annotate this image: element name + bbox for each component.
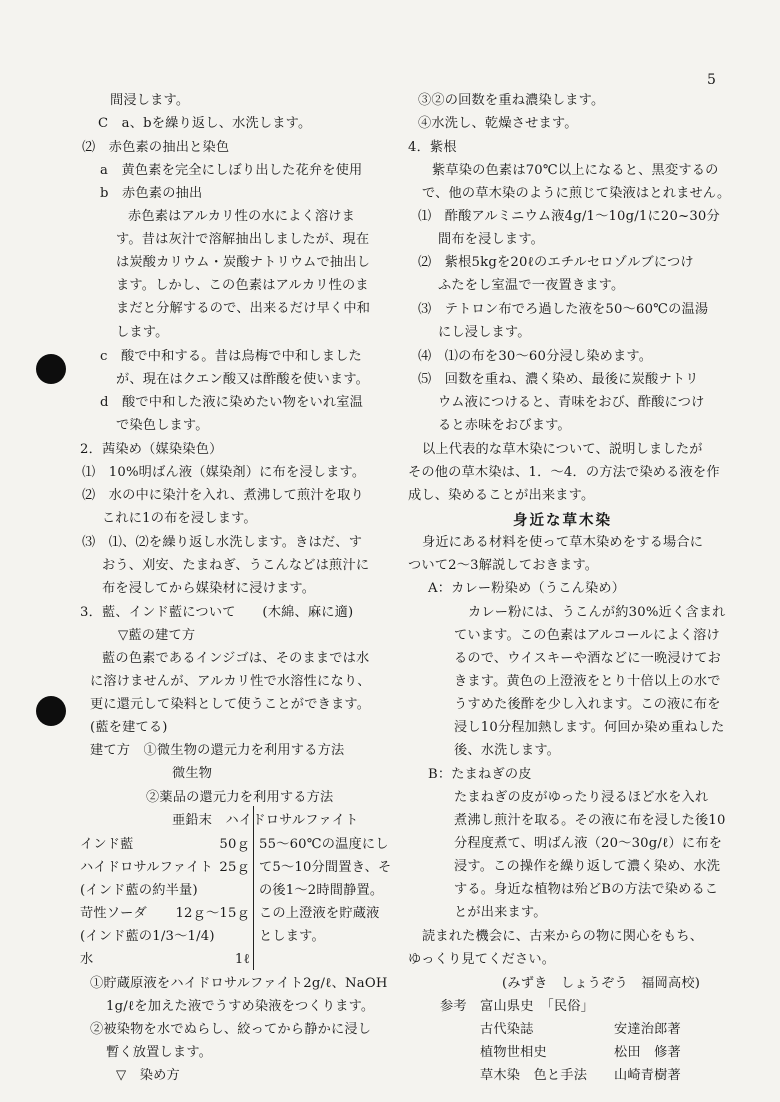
text-line: (みずき しょうぞう 福岡高校) <box>502 976 701 991</box>
text-line: 煮沸し煎汁を取る。その液に布を浸した後10 <box>454 813 726 828</box>
text-line: 間浸します。 <box>110 93 190 108</box>
binder-hole-top <box>36 354 66 384</box>
recipe-ingredient: (インド藍の1/3～1/4) <box>80 929 215 944</box>
text-line: 山崎青樹著 <box>614 1068 681 1083</box>
recipe-note: の後1～2時間静置。 <box>259 883 384 898</box>
text-line: は炭酸カリウム・炭酸ナトリウムで抽出し <box>116 255 371 270</box>
text-line: ⑷ ⑴の布を30～60分浸し染めます。 <box>418 349 653 364</box>
text-line: ウム液につけると、青味をおび、酢酸につけ <box>438 395 705 410</box>
recipe-ingredient: インド藍 <box>80 837 134 852</box>
text-line: 分程度煮て、明ばん液（20～30g/ℓ）に布を <box>454 836 723 851</box>
text-line: に溶けませんが、アルカリ性で水溶性になり、 <box>90 674 371 689</box>
text-line: ⑶ テトロン布でろ過した液を50～60℃の温湯 <box>418 302 709 317</box>
text-line: 微生物 <box>172 766 213 781</box>
recipe-divider <box>253 806 254 970</box>
text-line: おう、刈安、たまねぎ、うこんなどは煎汁に <box>102 558 370 573</box>
text-line: (藍を建てる) <box>90 720 168 735</box>
text-line: 更に還元して染料として使うことができます。 <box>90 697 371 712</box>
text-line: で染色します。 <box>116 418 209 433</box>
text-line: ⑵ 紫根5kgを20ℓのエチルセロゾルブにつけ <box>418 255 694 270</box>
text-line: 植物世相史 <box>480 1045 547 1060</box>
text-line: これに1の布を浸します。 <box>102 511 257 526</box>
text-line: 紫草染の色素は70℃以上になると、黒変するの <box>432 163 719 178</box>
text-line: 古代染誌 <box>480 1022 534 1037</box>
text-line: 以上代表的な草木染について、説明しましたが <box>422 442 703 457</box>
text-line: 草木染 色と手法 <box>480 1068 588 1083</box>
text-line: 亜鉛末 ハイドロサルファイト <box>172 813 359 828</box>
text-line: 読まれた機会に、古来からの物に関心をもち、 <box>422 929 704 944</box>
text-line: 建て方 ①微生物の還元力を利用する方法 <box>90 743 345 758</box>
recipe-note: この上澄液を貯蔵液 <box>259 906 380 921</box>
recipe-amount: 25ｇ <box>219 860 250 875</box>
text-line: c 酸で中和する。昔は烏梅で中和しました <box>100 349 362 364</box>
text-line: で、他の草木染のように煎じて染液はとれません。 <box>422 186 731 201</box>
text-line: にし浸します。 <box>438 325 531 340</box>
text-line: 間布を浸します。 <box>438 232 545 247</box>
text-line: ゆっくり見てください。 <box>408 952 556 967</box>
text-line: ています。この色素はアルコールによく溶け <box>454 628 720 643</box>
text-line: 浸し10分程加熱します。何回か染め重ねした <box>454 720 725 735</box>
text-line: その他の草木染は、1．～4．の方法で染める液を作 <box>408 465 720 480</box>
text-line: ふたをし室温で一夜置きます。 <box>438 278 625 293</box>
text-line: とが出来ます。 <box>454 905 547 920</box>
recipe-ingredient: 水 <box>80 952 94 967</box>
text-line: ⑴ 酢酸アルミニウム液4g/1～10g/1に20~30分 <box>418 209 720 224</box>
text-line: ると赤味をおびます。 <box>438 418 571 433</box>
recipe-ingredient: 苛性ソーダ <box>80 906 147 921</box>
text-line: 4．紫根 <box>408 140 457 155</box>
text-line: ▽ 染め方 <box>116 1068 180 1083</box>
text-line: 赤色素はアルカリ性の水によく溶けま <box>128 209 356 224</box>
text-line: 浸す。この操作を繰り返して濃く染め、水洗 <box>454 859 721 874</box>
recipe-ingredient: (インド藍の約半量) <box>80 883 198 898</box>
text-line: ③②の回数を重ね濃染します。 <box>418 93 605 108</box>
text-line: A：カレー粉染め（うこん染め） <box>428 581 626 596</box>
text-line: が、現在はクエン酸又は酢酸を使います。 <box>116 372 370 387</box>
text-line: C a、bを繰り返し、水洗します。 <box>98 116 312 131</box>
recipe-amount: 12ｇ～15ｇ <box>175 906 250 921</box>
recipe-note: とします。 <box>259 929 325 944</box>
text-line: ついて2～3解説しておきます。 <box>408 558 599 573</box>
text-line: ⑴ 10%明ばん液（媒染剤）に布を浸します。 <box>82 465 366 480</box>
text-line: ②被染物を水でぬらし、絞ってから静かに浸し <box>90 1022 372 1037</box>
text-line: ④水洗し、乾燥させます。 <box>418 116 578 131</box>
recipe-note: て5～10分間置き、そ <box>259 860 392 875</box>
text-line: 3．藍、インド藍について (木綿、麻に適) <box>80 605 354 620</box>
recipe-amount: 50ｇ <box>219 837 250 852</box>
text-line: 身近にある材料を使って草木染めをする場合に <box>422 535 704 550</box>
text-line: うすめた後酢を少し入れます。この液に布を <box>454 697 721 712</box>
recipe-amount: 1ℓ <box>234 952 250 967</box>
text-line: ▽藍の建て方 <box>118 628 196 643</box>
text-line: 参考 富山県史 「民俗」 <box>440 999 595 1014</box>
text-line: 暫く放置します。 <box>106 1045 213 1060</box>
text-line: ⑵ 水の中に染汁を入れ、煮沸して煎汁を取り <box>82 488 364 503</box>
text-line: d 酸で中和した液に染めたい物をいれ室温 <box>100 395 364 410</box>
section-title: 身近な草木染 <box>513 512 612 529</box>
text-line: るので、ウイスキーや酒などに一晩浸けてお <box>454 651 721 666</box>
text-line: す。昔は灰汁で溶解抽出しましたが、現在 <box>116 232 370 247</box>
text-line: 成し、染めることが出来ます。 <box>408 488 595 503</box>
text-line: B：たまねぎの皮 <box>428 767 532 782</box>
text-line: ⑵ 赤色素の抽出と染色 <box>82 140 230 155</box>
text-line: たまねぎの皮がゆったり浸るほど水を入れ <box>454 790 709 805</box>
text-line: ⑸ 回数を重ね、濃く染め、最後に炭酸ナトリ <box>418 372 699 387</box>
text-line: ⑶ ⑴、⑵を繰り返し水洗します。きはだ、す <box>82 535 363 550</box>
text-line: する。身近な植物は殆どBの方法で染めるこ <box>454 882 719 897</box>
text-line: 藍の色素であるインジゴは、そのままでは水 <box>102 651 370 666</box>
text-line: 1g/ℓを加えた液でうすめ染液をつくります。 <box>106 999 375 1014</box>
text-line: 2．茜染め（媒染染色） <box>80 442 223 457</box>
binder-hole-bottom <box>36 696 66 726</box>
text-line: ます。しかし、この色素はアルカリ性のま <box>116 278 369 293</box>
text-line: まだと分解するので、出来るだけ早く中和 <box>116 301 371 316</box>
page-number: 5 <box>707 72 716 88</box>
text-line: カレー粉には、うこんが約30%近く含まれ <box>468 605 726 620</box>
text-line: 布を浸してから媒染材に浸けます。 <box>102 581 316 596</box>
text-line: ②薬品の還元力を利用する方法 <box>146 790 334 805</box>
text-line: します。 <box>116 325 169 340</box>
text-line: 安達治郎著 <box>614 1022 681 1037</box>
text-line: b 赤色素の抽出 <box>100 186 203 201</box>
recipe-ingredient: ハイドロサルファイト <box>80 860 213 875</box>
recipe-note: 55～60℃の温度にし <box>259 837 389 852</box>
text-line: きます。黄色の上澄液をとり十倍以上の水で <box>454 674 721 689</box>
text-line: 松田 修著 <box>614 1045 681 1060</box>
text-line: ①貯蔵原液をハイドロサルファイト2g/ℓ、NaOH <box>90 976 388 991</box>
text-line: 後、水洗します。 <box>454 743 561 758</box>
text-line: a 黄色素を完全にしぼり出した花弁を使用 <box>100 163 363 178</box>
